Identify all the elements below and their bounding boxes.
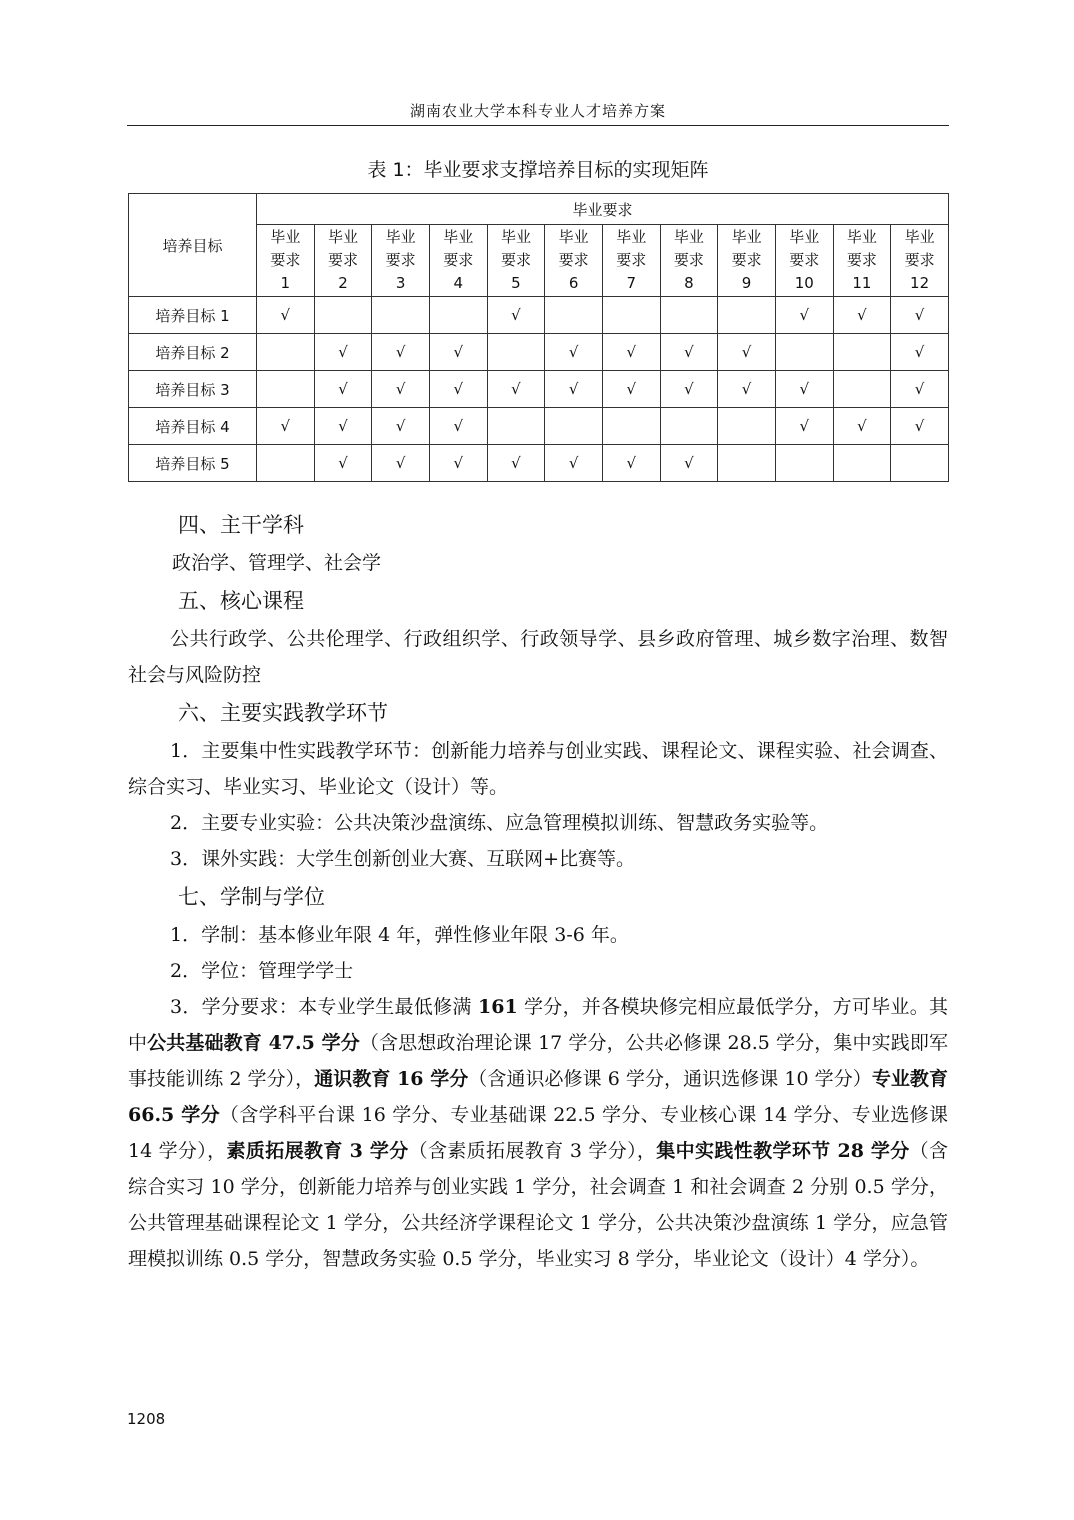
check-cell: √ <box>257 408 315 445</box>
column-header-text: 要求 <box>443 251 474 269</box>
empty-cell <box>891 445 949 482</box>
empty-cell <box>718 297 776 334</box>
empty-cell <box>833 371 891 408</box>
check-cell: √ <box>487 297 545 334</box>
column-number: 4 <box>453 274 464 292</box>
credit-text: （含学科平台课 16 学分、专业基础课 22.5 学分、专业核心课 14 学分、专业选修课 14 学分）， <box>128 1104 948 1162</box>
column-header-cell <box>833 225 891 297</box>
empty-cell <box>833 334 891 371</box>
check-cell: √ <box>545 334 603 371</box>
empty-cell <box>602 297 660 334</box>
column-header-text: 毕业 <box>904 228 935 246</box>
check-cell: √ <box>314 371 372 408</box>
row-header-cell: 培养目标 <box>129 194 257 297</box>
empty-cell <box>718 445 776 482</box>
check-cell: √ <box>429 408 487 445</box>
group-header-cell: 毕业要求 <box>257 194 949 225</box>
check-cell: √ <box>602 445 660 482</box>
column-number: 7 <box>626 274 637 292</box>
credit-text: （含通识必修课 6 学分，通识选修课 10 学分） <box>468 1068 872 1090</box>
empty-cell <box>372 297 430 334</box>
empty-cell <box>487 334 545 371</box>
check-cell: √ <box>718 334 776 371</box>
disciplines-text: 政治学、管理学、社会学 <box>172 552 382 574</box>
empty-cell <box>257 334 315 371</box>
row-label-cell: 培养目标 3 <box>129 371 257 408</box>
column-number: 10 <box>794 274 814 292</box>
credit-text: 学分，并各模块修完相应最低学分，方可毕业。其中 <box>128 996 948 1054</box>
table-header-row <box>129 194 949 225</box>
table-title: 表 1：毕业要求支撑培养目标的实现矩阵 <box>367 159 709 181</box>
column-header-text: 毕业 <box>327 228 358 246</box>
credit-bold: 素质拓展教育 3 学分 <box>226 1140 409 1162</box>
degree-item-2: 2．学位：管理学学士 <box>170 960 354 982</box>
empty-cell <box>257 445 315 482</box>
table-row <box>129 371 949 408</box>
table-row <box>129 408 949 445</box>
section-heading-core-courses: 五、核心课程 <box>178 589 304 613</box>
column-header-text: 毕业 <box>558 228 589 246</box>
credit-bold: 通识教育 16 学分 <box>314 1068 469 1090</box>
column-header-text: 要求 <box>789 251 820 269</box>
page-header: 湖南农业大学本科专业人才培养方案 <box>409 102 666 120</box>
column-header-cell <box>487 225 545 297</box>
empty-cell <box>775 445 833 482</box>
practice-item-3: 3．课外实践：大学生创新创业大赛、互联网+比赛等。 <box>170 848 636 870</box>
column-header-text: 毕业 <box>846 228 877 246</box>
column-header-text: 要求 <box>385 251 416 269</box>
check-cell: √ <box>372 371 430 408</box>
table-row <box>129 297 949 334</box>
check-cell: √ <box>775 408 833 445</box>
check-cell: √ <box>660 371 718 408</box>
column-header-cell <box>891 225 949 297</box>
column-header-text: 要求 <box>500 251 531 269</box>
check-cell: √ <box>602 334 660 371</box>
column-header-text: 毕业 <box>616 228 647 246</box>
check-cell: √ <box>429 445 487 482</box>
column-header-cell <box>545 225 603 297</box>
column-header-cell <box>372 225 430 297</box>
empty-cell <box>545 297 603 334</box>
column-number: 11 <box>852 274 872 292</box>
check-cell: √ <box>545 445 603 482</box>
column-header-cell <box>257 225 315 297</box>
column-header-text: 毕业 <box>270 228 301 246</box>
practice-item-1: 1．主要集中性实践教学环节：创新能力培养与创业实践、课程论文、课程实验、社会调查、综合实习、毕业实习、毕业论文（设计）等。 <box>128 740 948 798</box>
credit-text: 3．学分要求：本专业学生最低修满 <box>170 996 478 1018</box>
main-content <box>128 505 948 1277</box>
column-header-cell <box>660 225 718 297</box>
check-cell: √ <box>775 371 833 408</box>
check-cell: √ <box>314 334 372 371</box>
column-header-cell <box>602 225 660 297</box>
column-header-cell <box>429 225 487 297</box>
section-heading-practice: 六、主要实践教学环节 <box>178 701 388 725</box>
header-rule <box>127 125 949 126</box>
column-number: 9 <box>741 274 752 292</box>
check-cell: √ <box>660 334 718 371</box>
check-cell: √ <box>372 334 430 371</box>
column-number: 3 <box>395 274 406 292</box>
check-cell: √ <box>833 297 891 334</box>
check-cell: √ <box>314 408 372 445</box>
empty-cell <box>314 297 372 334</box>
column-header-text: 要求 <box>846 251 877 269</box>
empty-cell <box>429 297 487 334</box>
empty-cell <box>257 371 315 408</box>
column-header-text: 要求 <box>904 251 935 269</box>
check-cell: √ <box>257 297 315 334</box>
column-header-text: 要求 <box>327 251 358 269</box>
row-label-cell: 培养目标 4 <box>129 408 257 445</box>
credit-bold: 专业教育 66.5 学分 <box>128 1068 948 1126</box>
credit-bold: 集中实践性教学环节 28 学分 <box>656 1140 910 1162</box>
section-heading-degree: 七、学制与学位 <box>178 885 325 909</box>
check-cell: √ <box>487 445 545 482</box>
row-label-cell: 培养目标 1 <box>129 297 257 334</box>
check-cell: √ <box>660 445 718 482</box>
column-number: 5 <box>511 274 521 292</box>
credit-bold: 161 <box>478 996 518 1018</box>
column-header-text: 毕业 <box>500 228 531 246</box>
empty-cell <box>718 408 776 445</box>
column-number: 6 <box>568 274 579 292</box>
credit-text: （含思想政治理论课 17 学分，公共必修课 28.5 学分，集中实践即军事技能训练 2 学分）， <box>128 1032 948 1090</box>
column-header-text: 要求 <box>558 251 589 269</box>
credit-bold: 公共基础教育 47.5 学分 <box>147 1032 360 1054</box>
check-cell: √ <box>602 371 660 408</box>
check-cell: √ <box>775 297 833 334</box>
empty-cell <box>775 334 833 371</box>
empty-cell <box>833 445 891 482</box>
check-cell: √ <box>314 445 372 482</box>
empty-cell <box>487 408 545 445</box>
column-header-text: 要求 <box>270 251 301 269</box>
check-cell: √ <box>891 297 949 334</box>
empty-cell <box>545 408 603 445</box>
check-cell: √ <box>891 408 949 445</box>
column-header-text: 毕业 <box>443 228 474 246</box>
check-cell: √ <box>718 371 776 408</box>
column-header-text: 要求 <box>616 251 647 269</box>
column-header-cell <box>314 225 372 297</box>
column-number: 1 <box>280 274 291 292</box>
credit-text: （含综合实习 10 学分，创新能力培养与创业实践 1 学分，社会调查 1 和社会调查 2 分别 0.5 学分，公共管理基础课程论文 1 学分，公共经济学课程论文 1 学分，公共决策沙盘演练 1 学分，应急管理模拟训练 0.5 学分，智慧政务实验 0.5 学分，毕业实习 8 学分，毕业论文（设计）4 学分）。 <box>128 1140 949 1270</box>
check-cell: √ <box>891 371 949 408</box>
credit-requirements-paragraph <box>128 989 948 1277</box>
check-cell: √ <box>545 371 603 408</box>
check-cell: √ <box>487 371 545 408</box>
empty-cell <box>660 408 718 445</box>
column-header-text: 毕业 <box>385 228 416 246</box>
column-header-text: 要求 <box>731 251 762 269</box>
column-header-text: 毕业 <box>789 228 820 246</box>
credit-text: （含素质拓展教育 3 学分）， <box>408 1140 657 1162</box>
check-cell: √ <box>429 371 487 408</box>
check-cell: √ <box>429 334 487 371</box>
row-label-cell: 培养目标 5 <box>129 445 257 482</box>
table-row <box>129 445 949 482</box>
column-number: 8 <box>684 274 694 292</box>
column-number: 2 <box>338 274 348 292</box>
check-cell: √ <box>372 408 430 445</box>
requirements-matrix-table <box>128 193 949 482</box>
practice-item-2: 2．主要专业实验：公共决策沙盘演练、应急管理模拟训练、智慧政务实验等。 <box>170 812 829 834</box>
column-number: 12 <box>910 274 930 292</box>
empty-cell <box>660 297 718 334</box>
check-cell: √ <box>891 334 949 371</box>
empty-cell <box>602 408 660 445</box>
check-cell: √ <box>833 408 891 445</box>
row-label-cell: 培养目标 2 <box>129 334 257 371</box>
column-header-text: 要求 <box>673 251 704 269</box>
column-header-text: 毕业 <box>731 228 762 246</box>
check-cell: √ <box>372 445 430 482</box>
column-header-cell <box>775 225 833 297</box>
column-header-text: 毕业 <box>673 228 704 246</box>
page-number: 1208 <box>127 1410 166 1428</box>
section-heading-disciplines: 四、主干学科 <box>178 513 304 537</box>
table-row <box>129 334 949 371</box>
core-courses-text: 公共行政学、公共伦理学、行政组织学、行政领导学、县乡政府管理、城乡数字治理、数智社会与风险防控 <box>128 628 948 686</box>
column-header-cell <box>718 225 776 297</box>
degree-item-1: 1．学制：基本修业年限 4 年，弹性修业年限 3-6 年。 <box>170 924 629 946</box>
